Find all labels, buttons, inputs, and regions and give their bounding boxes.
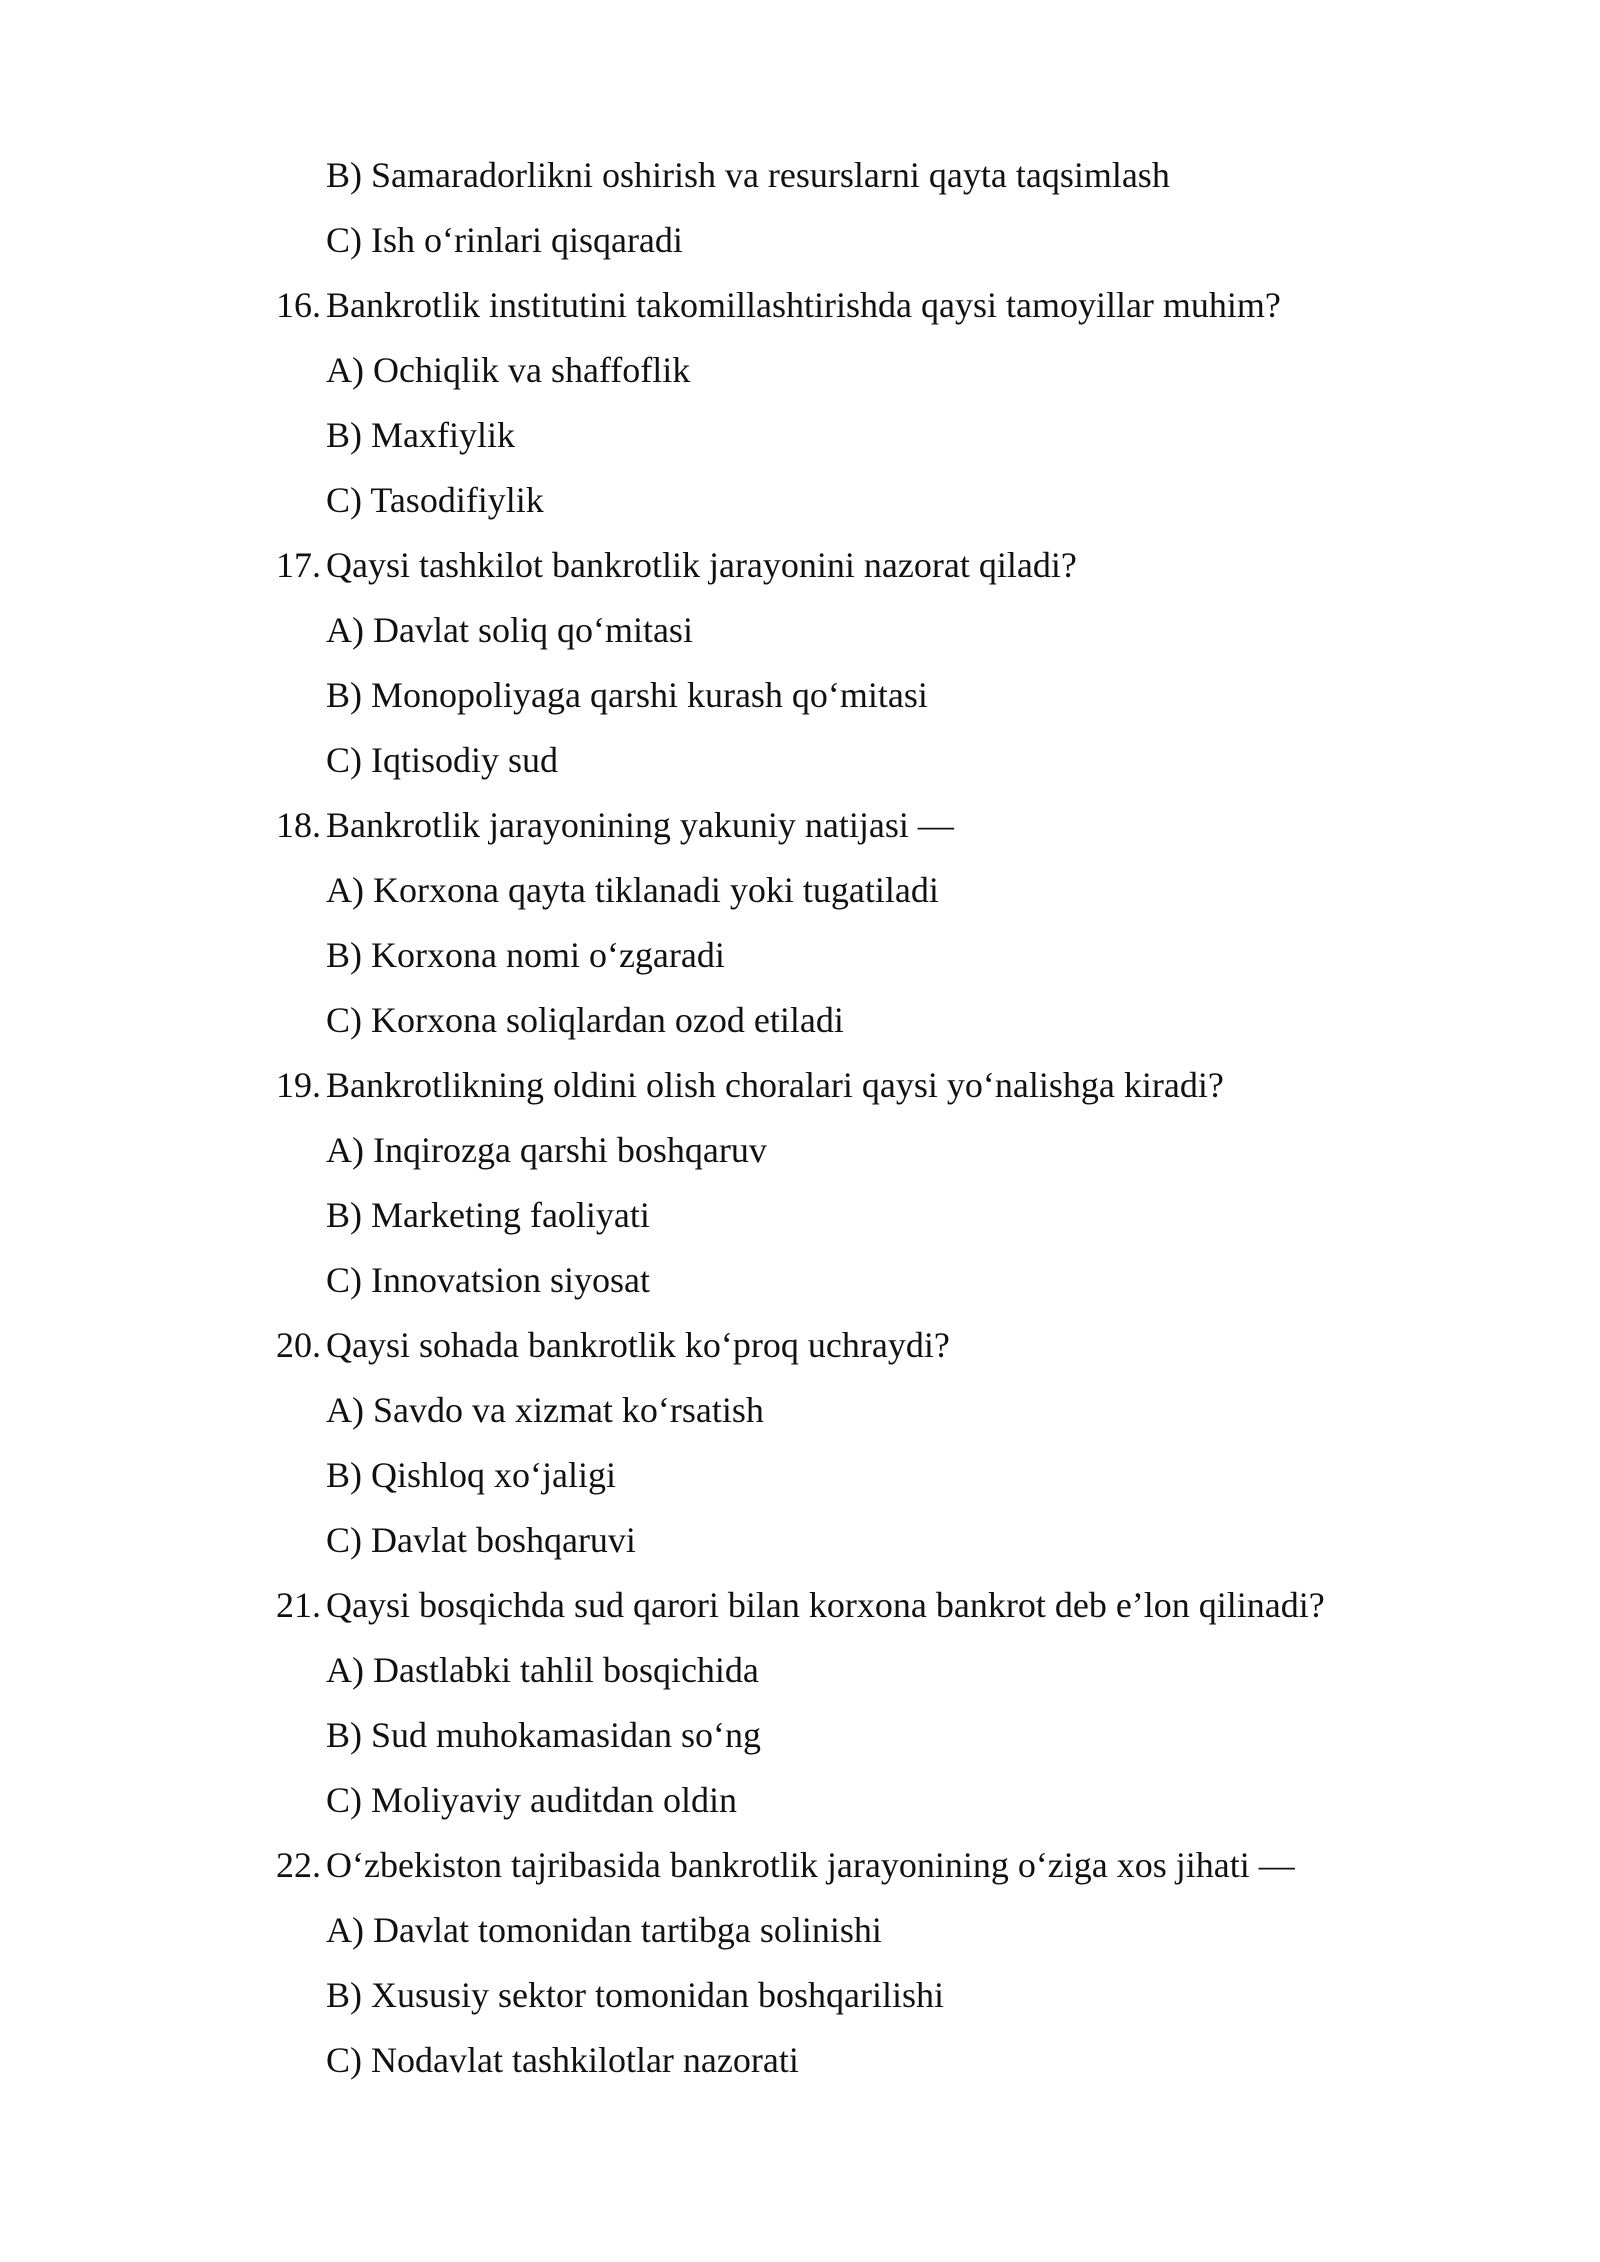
- answer-option-text: B) Qishloq xo‘jaligi: [326, 1455, 616, 1495]
- answer-option: [0, 670, 1600, 735]
- answer-option-text: B) Marketing faoliyati: [326, 1195, 650, 1235]
- answer-option: [0, 345, 1600, 410]
- answer-option-text: A) Inqirozga qarshi boshqaruv: [326, 1130, 767, 1170]
- answer-option-text: B) Xususiy sektor tomonidan boshqarilishi: [326, 1975, 944, 2015]
- answer-option-text: C) Korxona soliqlardan ozod etiladi: [326, 1000, 844, 1040]
- answer-option: [0, 2035, 1600, 2100]
- answer-option: [0, 215, 1600, 280]
- answer-option: [0, 735, 1600, 800]
- question-text: Qaysi tashkilot bankrotlik jarayonini nazorat qiladi?: [326, 545, 1077, 585]
- answer-option: [0, 865, 1600, 930]
- answer-option-text: C) Davlat boshqaruvi: [326, 1520, 636, 1560]
- answer-option: [0, 410, 1600, 475]
- question-number: 17.: [276, 545, 321, 585]
- question-text: Qaysi sohada bankrotlik ko‘proq uchraydi?: [326, 1325, 950, 1365]
- question-number: 22.: [276, 1845, 321, 1885]
- answer-option: [0, 1970, 1600, 2035]
- answer-option: [0, 1515, 1600, 1580]
- answer-option-text: A) Dastlabki tahlil bosqichida: [326, 1650, 759, 1690]
- answer-option-text: B) Korxona nomi o‘zgaradi: [326, 935, 725, 975]
- question-number: 21.: [276, 1585, 321, 1625]
- question-line: [0, 800, 1600, 865]
- answer-option-text: C) Iqtisodiy sud: [326, 740, 559, 780]
- answer-option-text: B) Samaradorlikni oshirish va resurslarni qayta taqsimlash: [326, 155, 1170, 195]
- answer-option: [0, 1190, 1600, 1255]
- answer-option-text: B) Maxfiylik: [326, 415, 515, 455]
- question-number: 18.: [276, 805, 321, 845]
- question-number: 20.: [276, 1325, 321, 1365]
- answer-option-text: A) Davlat soliq qo‘mitasi: [326, 610, 693, 650]
- question-number: 19.: [276, 1065, 321, 1105]
- answer-option: [0, 605, 1600, 670]
- question-line: [0, 540, 1600, 605]
- question-line: [0, 1840, 1600, 1905]
- quiz-content: [0, 150, 1600, 2100]
- answer-option-text: A) Davlat tomonidan tartibga solinishi: [326, 1910, 882, 1950]
- answer-option-text: A) Korxona qayta tiklanadi yoki tugatiladi: [326, 870, 939, 910]
- question-text: Qaysi bosqichda sud qarori bilan korxona bankrot deb e’lon qilinadi?: [326, 1585, 1325, 1625]
- question-line: [0, 1320, 1600, 1385]
- question-text: Bankrotlikning oldini olish choralari qaysi yo‘nalishga kiradi?: [326, 1065, 1224, 1105]
- question-text: Bankrotlik institutini takomillashtirishda qaysi tamoyillar muhim?: [326, 285, 1281, 325]
- question-text: Bankrotlik jarayonining yakuniy natijasi —: [326, 805, 954, 845]
- answer-option-text: C) Nodavlat tashkilotlar nazorati: [326, 2040, 799, 2080]
- question-line: [0, 1580, 1600, 1645]
- answer-option: [0, 1905, 1600, 1970]
- answer-option: [0, 930, 1600, 995]
- answer-option-text: C) Tasodifiylik: [326, 480, 544, 520]
- answer-option: [0, 150, 1600, 215]
- answer-option-text: C) Moliyaviy auditdan oldin: [326, 1780, 737, 1820]
- answer-option: [0, 1385, 1600, 1450]
- answer-option-text: A) Savdo va xizmat ko‘rsatish: [326, 1390, 764, 1430]
- answer-option: [0, 995, 1600, 1060]
- question-text: O‘zbekiston tajribasida bankrotlik jarayonining o‘ziga xos jihati —: [326, 1845, 1295, 1885]
- answer-option-text: B) Monopoliyaga qarshi kurash qo‘mitasi: [326, 675, 928, 715]
- answer-option: [0, 1645, 1600, 1710]
- answer-option-text: B) Sud muhokamasidan so‘ng: [326, 1715, 761, 1755]
- answer-option-text: C) Ish o‘rinlari qisqaradi: [326, 220, 683, 260]
- answer-option-text: A) Ochiqlik va shaffoflik: [326, 350, 691, 390]
- answer-option: [0, 1125, 1600, 1190]
- question-number: 16.: [276, 285, 321, 325]
- answer-option: [0, 1255, 1600, 1320]
- answer-option: [0, 1710, 1600, 1775]
- answer-option-text: C) Innovatsion siyosat: [326, 1260, 650, 1300]
- answer-option: [0, 1450, 1600, 1515]
- question-line: [0, 280, 1600, 345]
- question-line: [0, 1060, 1600, 1125]
- answer-option: [0, 475, 1600, 540]
- answer-option: [0, 1775, 1600, 1840]
